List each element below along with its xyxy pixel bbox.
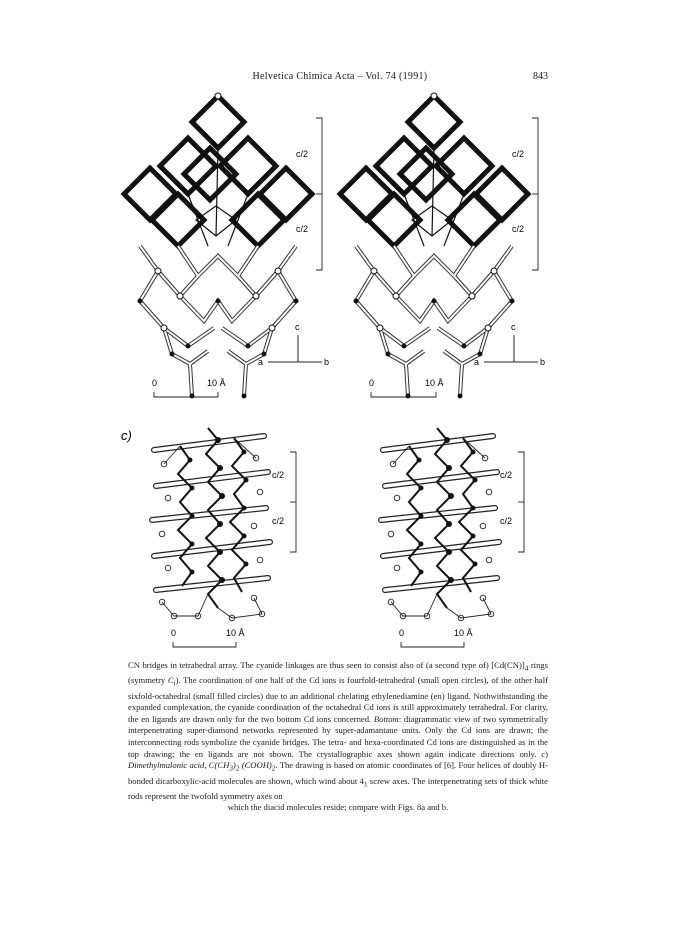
top-left-axis-c: c bbox=[295, 322, 300, 332]
top-left-axis-b: b bbox=[324, 357, 330, 367]
bottom-left-c-half-upper: c/2 bbox=[272, 470, 285, 480]
top-left-scale-length: 10 Å bbox=[207, 378, 226, 388]
bottom-left-c-bracket bbox=[290, 452, 296, 552]
top-left-scale-zero: 0 bbox=[152, 378, 158, 388]
top-left-scale-bar bbox=[154, 392, 218, 397]
top-right-scale-length: 10 Å bbox=[425, 378, 444, 388]
figure-caption: CN bridges in tetrahedral array. The cyanide linkages are thus seen to consist also of (a second type of) $[Cd(CN)]_4$ rings (symmetry $C_i$). The coordination of one half of the Cd ions is fourfold-tetrahedral (small open circles), of the other half sixfold-octahedral (small filled circles) due to an additional chelating ethylenediamine (en) ligand. Nothwithstanding the expanded complexation, the cyanide coordination of the octahedral Cd ions is still approximately tetrahedral. For clarity, the en ligands are drawn only for the two bottom Cd ions concerned. Bottom: diagrammatic view of two symmetrically interpenetrating super-diamond networks represented by super-adamantane units. Only the Cd ions are drawn; the interconnecting rods symbolize the cyanide bridges. The tetra- and hexa-coordinated Cd ions are distinguished as in the top drawing; the en ligands are not shown. The crystallographic axes shown again indicate directions only. c) Dimethylmalonic acid, $C(CH_3)_2$ $(COOH)_2$. The drawing is based on atomic coordinates of [6]. Four helices of doubly H-bonded dicarboxylic-acid molecules are shown, which wind about $4_1$ screw axes. The interpenetrating sets of thick white rods represent the twofold symmetry axes on which the diacid molecules reside; compare with Figs. 8a and b. bbox=[128, 660, 549, 813]
top-stereo-figure bbox=[0, 90, 680, 410]
top-left-c-half-lower: c/2 bbox=[296, 224, 309, 234]
top-left-network-drawing bbox=[124, 93, 312, 399]
bottom-left-c-half-lower: c/2 bbox=[272, 516, 285, 526]
caption-last-line: which the diacid molecules reside; compare with Figs. 8a and b. bbox=[227, 802, 449, 813]
panel-label-c: c) bbox=[121, 428, 132, 443]
page-number: 843 bbox=[533, 71, 548, 82]
bottom-right-c-half-lower: c/2 bbox=[500, 516, 513, 526]
bottom-left-scale-bar bbox=[173, 642, 236, 647]
top-right-axis-b: b bbox=[540, 357, 546, 367]
top-right-network-drawing bbox=[340, 93, 528, 399]
top-right-scale-zero: 0 bbox=[369, 378, 375, 388]
bottom-left-helix-drawing bbox=[152, 428, 270, 621]
bottom-right-scale-bar bbox=[401, 642, 464, 647]
bottom-right-helix-drawing bbox=[381, 428, 499, 621]
top-right-axis-c: c bbox=[511, 322, 516, 332]
top-left-axis-a: a bbox=[258, 357, 264, 367]
bottom-right-scale-length: 10 Å bbox=[454, 628, 473, 638]
top-right-axis-a: a bbox=[474, 357, 480, 367]
top-left-crystal-axes bbox=[268, 335, 322, 362]
top-right-crystal-axes bbox=[484, 335, 538, 362]
top-left-c-half-upper: c/2 bbox=[296, 149, 309, 159]
bottom-right-c-bracket bbox=[518, 452, 524, 552]
bottom-right-scale-zero: 0 bbox=[399, 628, 405, 638]
top-right-c-half-lower: c/2 bbox=[512, 224, 525, 234]
bottom-right-c-half-upper: c/2 bbox=[500, 470, 513, 480]
top-left-c-bracket bbox=[316, 118, 322, 270]
top-right-scale-bar bbox=[371, 392, 436, 397]
bottom-left-scale-zero: 0 bbox=[171, 628, 177, 638]
top-right-c-half-upper: c/2 bbox=[512, 149, 525, 159]
bottom-stereo-figure bbox=[0, 418, 680, 654]
running-header bbox=[0, 71, 680, 85]
caption-compound-name: Dimethylmalonic acid, $C(CH_3)_2$ $(COOH)_2$ bbox=[128, 760, 276, 773]
bottom-left-scale-length: 10 Å bbox=[226, 628, 245, 638]
caption-bottom-label: Bottom bbox=[373, 713, 399, 724]
top-right-c-bracket bbox=[532, 118, 538, 270]
running-title: Helvetica Chimica Acta – Vol. 74 (1991) bbox=[252, 71, 428, 82]
